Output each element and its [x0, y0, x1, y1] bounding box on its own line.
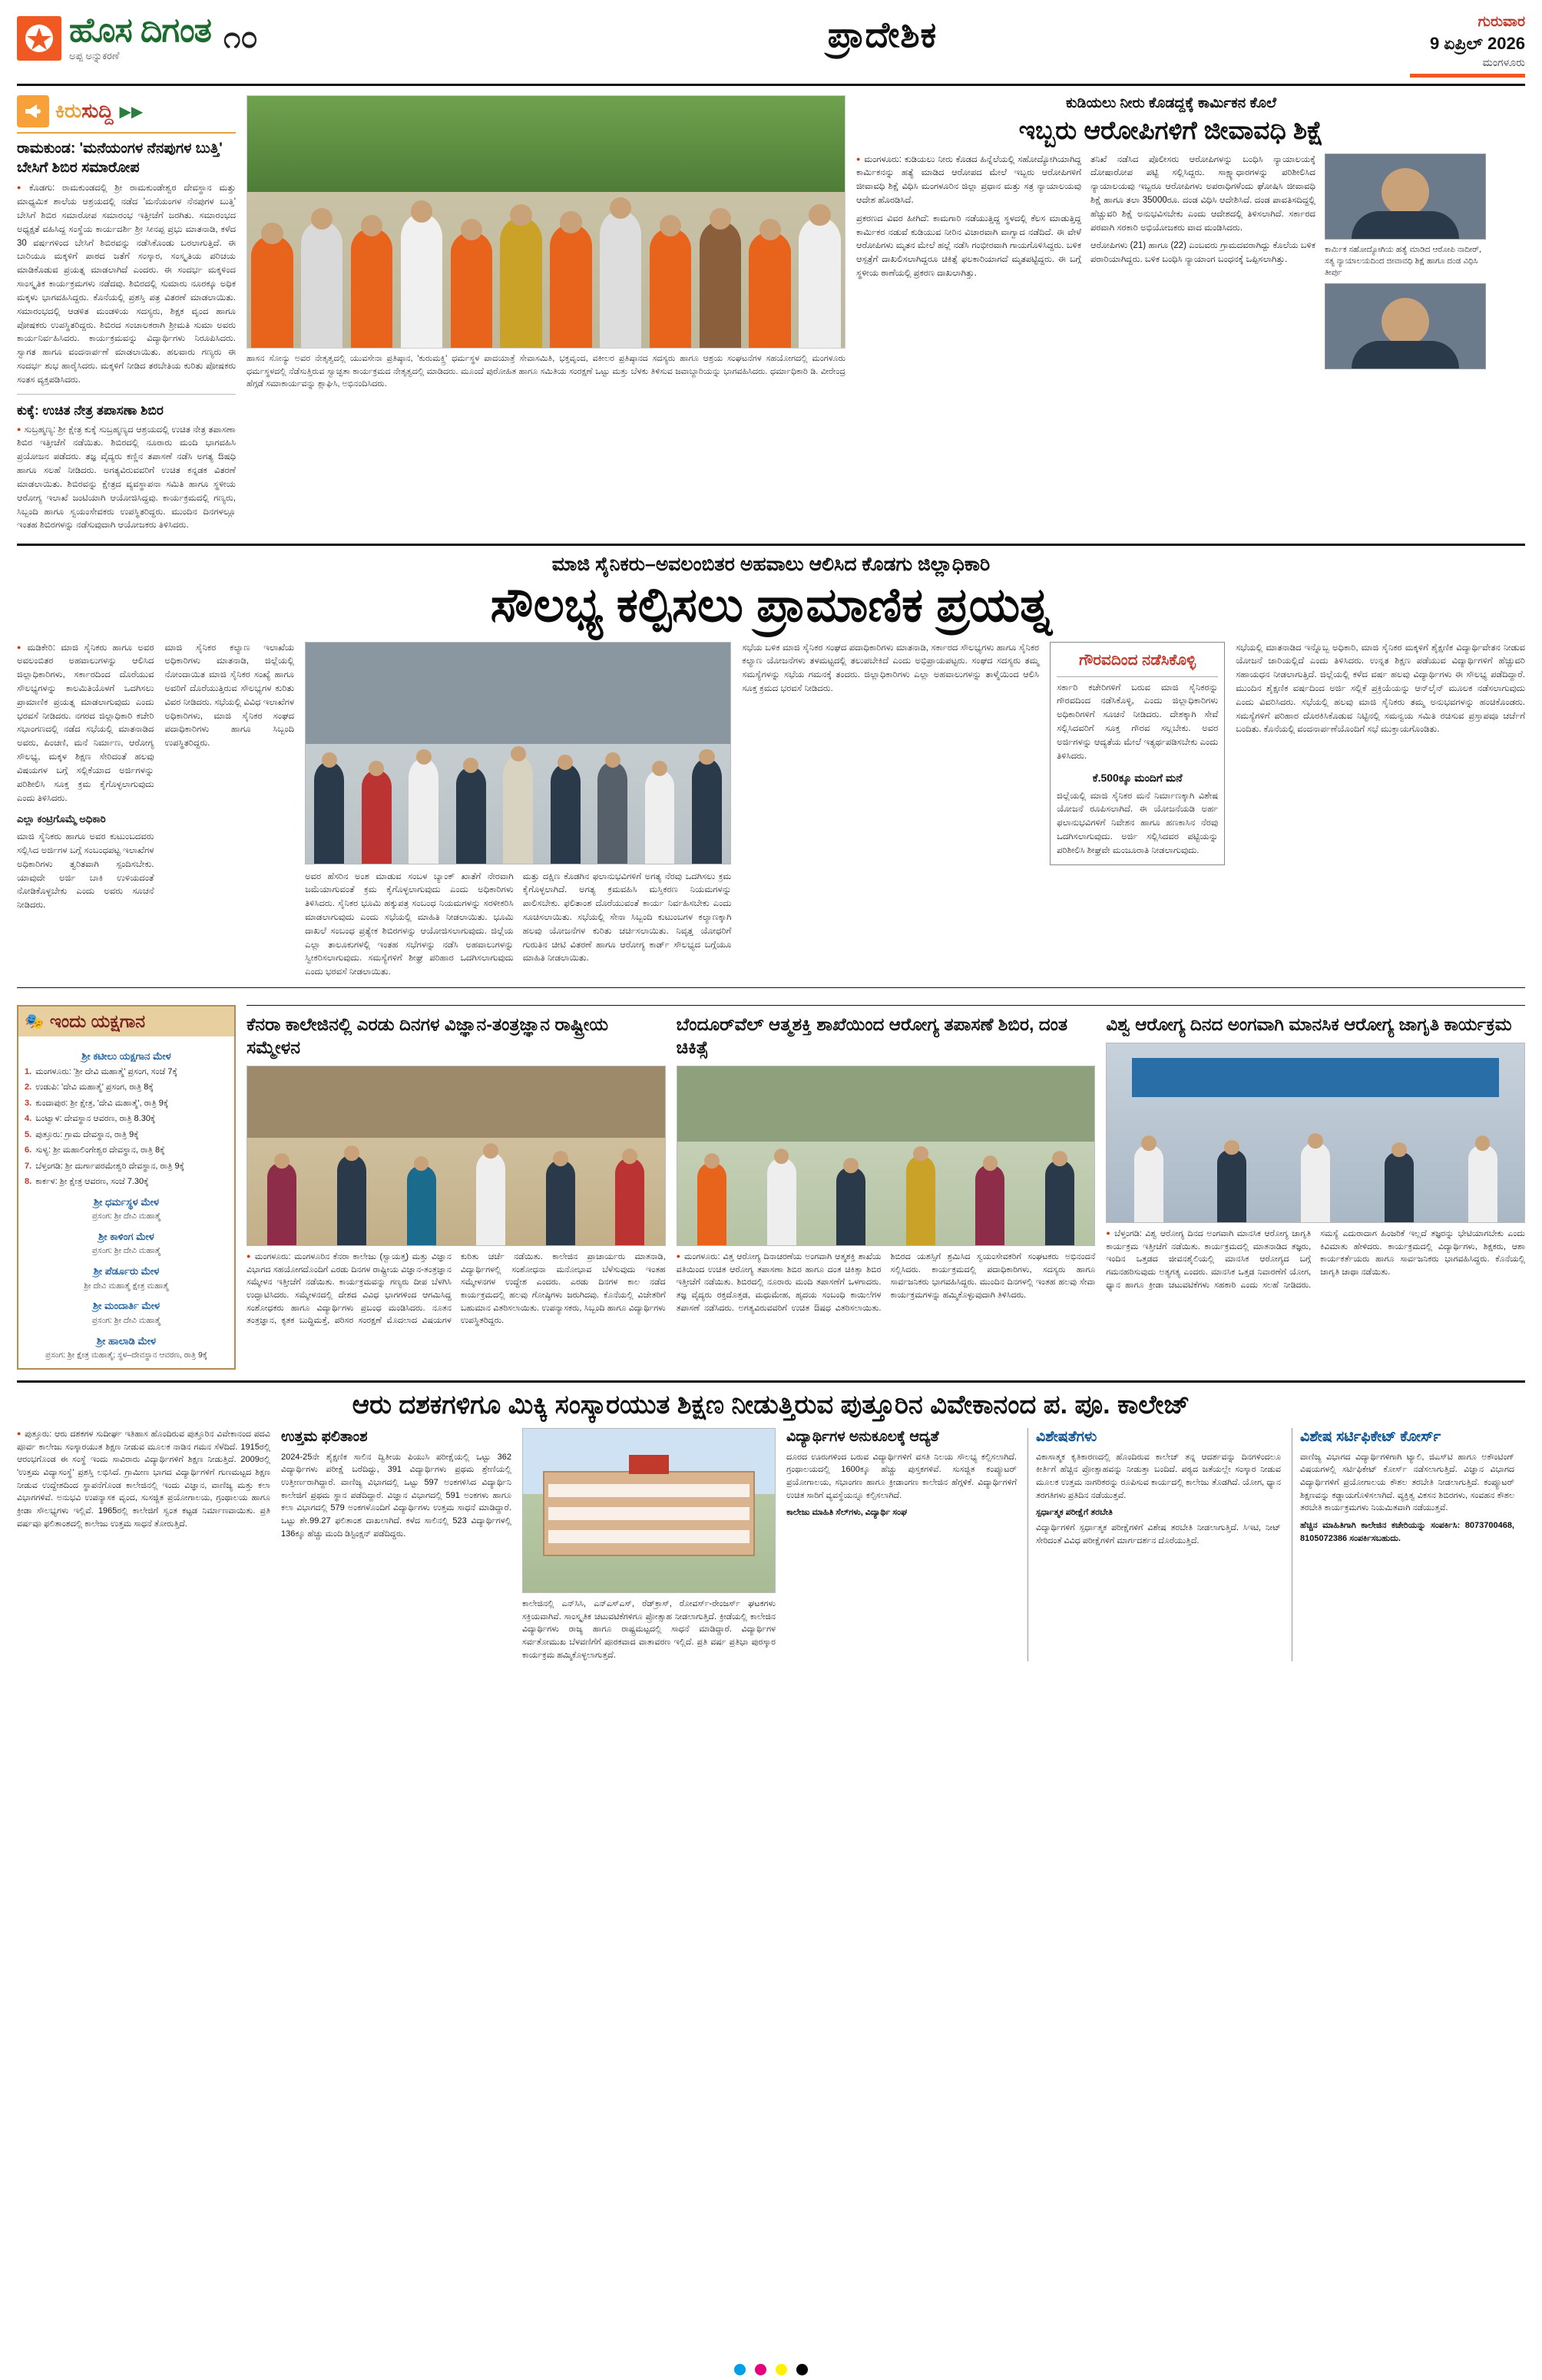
page-number: ೧೦ — [223, 21, 258, 55]
item-number: 8. — [25, 1177, 32, 1187]
cmyk-yellow — [776, 2364, 787, 2375]
crime-para-3: ಆರೋಪಿಗಳು (21) ಹಾಗೂ (22) ಎಂಬವರು ಗ್ರಾಮದವರಾಗಿದ್ದು ಕೊಲೆಯ ಬಳಿಕ ಪರಾರಿಯಾಗಿದ್ದರು. ಬಳಿಕ ಬಂಧಿಸಿ ನ್ಯಾಯಾಂಗ ಬಂಧನಕ್ಕೆ ಒಪ್ಪಿಸಲಾಗಿತ್ತು. — [1090, 241, 1315, 265]
kirusudhi-title — [55, 99, 113, 124]
accused-photo-caption: ಕಾರ್ಮಿಕ ಸಹೋದ್ಯೋಗಿಯ ಹತ್ಯೆ ಮಾಡಿದ ಆರೋಪಿ ನಾದೀರ್, ಸತ್ಯ ನ್ಯಾಯಾಲಯದಿಂದ ಜೀವಾವಧಿ ಶಿಕ್ಷೆ ಹಾಗೂ ದಂಡ ವಿಧಿಸಿ ತೀರ್ಪು — [1325, 244, 1481, 278]
feature-col-2-text: ಮಾಜಿ ಸೈನಿಕರ ಕಲ್ಯಾಣ ಇಲಾಖೆಯ ಅಧಿಕಾರಿಗಳು ಮಾತನಾಡಿ, ಜಿಲ್ಲೆಯಲ್ಲಿ ನೋಂದಾಯಿತ ಮಾಜಿ ಸೈನಿಕರ ಸಂಖ್ಯೆ ಹಾಗೂ ಅವರಿಗೆ ದೊರೆಯುತ್ತಿರುವ ಸೌಲಭ್ಯಗಳ ಕುರಿತು ವಿವರ ನೀಡಿದರು. ಸಭೆಯಲ್ಲಿ ವಿವಿಧ ಇಲಾಖೆಗಳ ಅಧಿಕಾರಿಗಳು, ಮಾಜಿ ಸೈನಿಕರ ಸಂಘದ ಪದಾಧಿಕಾರಿಗಳು ಹಾಗೂ ಸಿಬ್ಬಂದಿ ಉಪಸ್ಥಿತರಿದ್ದರು. — [164, 643, 295, 749]
section-title: ಪ್ರಾದೇಶಿಕ — [827, 15, 938, 55]
top-row — [17, 95, 1525, 533]
item-text: ಮಂಗಳೂರು: 'ಶ್ರೀ ದೇವಿ ಮಹಾತ್ಮೆ' ಪ್ರಸಂಗ, ಸಂಜೆ 7ಕ್ಕೆ — [35, 1066, 177, 1076]
brief-2-headline: ಕುಕ್ಕೆ: ಉಚಿತ ನೇತ್ರ ತಪಾಸಣಾ ಶಿಬಿರ — [17, 402, 164, 418]
three-story-block — [247, 996, 1525, 1370]
bottom-columns — [17, 1428, 1525, 1662]
feature-col-6 — [1236, 642, 1525, 980]
feature-photo — [305, 642, 731, 864]
crime-headline: ಇಬ್ಬರು ಆರೋಪಿಗಳಿಗೆ ಜೀವಾವಧಿ ಶಿಕ್ಷೆ — [1018, 116, 1324, 144]
list-item — [25, 1097, 228, 1110]
masthead — [17, 14, 1525, 86]
bottom-col-5-subtitle: ಸ್ಪರ್ಧಾತ್ಮಕ ಪರೀಕ್ಷೆಗೆ ತರಬೇತಿ — [1036, 1508, 1113, 1518]
troupe-note: ಪ್ರಸಂಗ: ಶ್ರೀ ದೇವಿ ಮಹಾತ್ಮೆ — [91, 1315, 161, 1325]
bottom-col-4-signature: ಕಾಲೇಜು ಮಾಹಿತಿ ಸೆಲ್‌ಗಳು, ವಿದ್ಯಾರ್ಥಿ ಸಂಘ — [786, 1508, 908, 1518]
chevron-right-icon: ▶▶ — [119, 103, 144, 121]
bottom-col-1-text: ● ಪುತ್ತೂರು: ಆರು ದಶಕಗಳ ಸುದೀರ್ಘ ಇತಿಹಾಸ ಹೊಂದಿರುವ ಪುತ್ತೂರಿನ ವಿವೇಕಾನಂದ ಪದವಿ ಪೂರ್ವ ಕಾಲೇಜು ಸಂಸ್ಕಾರಯುತ ಶಿಕ್ಷಣ ನೀಡುವ ಮೂಲಕ ನಾಡಿನ ಗಮನ ಸೆಳೆದಿದೆ. 1915ರಲ್ಲಿ ಆರಂಭಗೊಂಡ ಈ ಸಂಸ್ಥೆ ಇಂದು ಸಾವಿರಾರು ವಿದ್ಯಾರ್ಥಿಗಳಿಗೆ ಶಿಕ್ಷಣ ನೀಡುತ್ತಿದೆ. 2009ರಲ್ಲಿ 'ಉತ್ತಮ ವಿದ್ಯಾಸಂಸ್ಥೆ' ಪ್ರಶಸ್ತಿ ಲಭಿಸಿದೆ. ಗ್ರಾಮೀಣ ಭಾಗದ ವಿದ್ಯಾರ್ಥಿಗಳಿಗೆ ಗುಣಮಟ್ಟದ ಶಿಕ್ಷಣ ನೀಡುವ ಉದ್ದೇಶದಿಂದ ಸ್ಥಾಪನೆಗೊಂಡ ಕಾಲೇಜಿನಲ್ಲಿ ಇಂದು ವಿಜ್ಞಾನ, ವಾಣಿಜ್ಯ ಮತ್ತು ಕಲಾ ವಿಭಾಗಗಳಿವೆ. ಅನುಭವಿ ಉಪನ್ಯಾಸಕ ವೃಂದ, ಸುಸಜ್ಜಿತ ಪ್ರಯೋಗಾಲಯ, ಗ್ರಂಥಾಲಯ ಹಾಗೂ ಕ್ರೀಡಾ ಸೌಲಭ್ಯಗಳು ಇಲ್ಲಿವೆ. 1965ರಲ್ಲಿ ಕಾಲೇಜಿಗೆ ಸ್ವಂತ ಕಟ್ಟಡ ನಿರ್ಮಾಣವಾಯಿತು. ಪ್ರತಿ ವರ್ಷವೂ ಫಲಿತಾಂಶದಲ್ಲಿ ಕಾಲೇಜು ಉತ್ತಮ ಸಾಧನೆ ತೋರುತ್ತಿದೆ. — [17, 1428, 270, 1531]
kirusudhi-title-part-b: ಸುದ್ದಿ — [81, 99, 114, 122]
brief-2-body: ● ಸುಬ್ರಹ್ಮಣ್ಯ: ಶ್ರೀ ಕ್ಷೇತ್ರ ಕುಕ್ಕೆ ಸುಬ್ರಹ್ಮಣ್ಯದ ಆಶ್ರಯದಲ್ಲಿ ಉಚಿತ ನೇತ್ರ ತಪಾಸಣಾ ಶಿಬಿರ ಇತ್ತೀಚೆಗೆ ನಡೆಯಿತು. ಶಿಬಿರದಲ್ಲಿ ನೂರಾರು ಮಂದಿ ಭಾಗವಹಿಸಿ ಪ್ರಯೋಜನ ಪಡೆದರು. ತಜ್ಞ ವೈದ್ಯರು ಕಣ್ಣಿನ ತಪಾಸಣೆ ನಡೆಸಿ ಅಗತ್ಯ ಔಷಧಿ ಹಾಗೂ ಸಲಹೆ ನೀಡಿದರು. ಅಗತ್ಯವಿರುವವರಿಗೆ ಉಚಿತ ಕನ್ನಡಕ ವಿತರಣೆ ಮಾಡಲಾಯಿತು. ಶಿಬಿರವನ್ನು ಕ್ಷೇತ್ರದ ವ್ಯವಸ್ಥಾಪನಾ ಸಮಿತಿ ಹಾಗೂ ಸ್ಥಳೀಯ ಆರೋಗ್ಯ ಇಲಾಖೆ ಜಂಟಿಯಾಗಿ ಆಯೋಜಿಸಿದ್ದವು. ಕಾರ್ಯಕ್ರಮದಲ್ಲಿ ಗಣ್ಯರು, ಸಿಬ್ಬಂದಿ ಹಾಗೂ ಸ್ವಯಂಸೇವಕರು ಉಪಸ್ಥಿತರಿದ್ದರು. ಮುಂದಿನ ದಿನಗಳಲ್ಲೂ ಇಂತಹ ಶಿಬಿರಗಳನ್ನು ನಡೆಸುವುದಾಗಿ ಆಯೋಜಕರು ತಿಳಿಸಿದರು. — [17, 424, 236, 534]
troupe-note: ಶ್ರೀ ದೇವಿ ಮಹಾತ್ಮೆ ಕ್ಷೇತ್ರ ಮಹಾತ್ಮೆ — [84, 1281, 169, 1291]
accused-photo-1 — [1325, 154, 1486, 240]
list-item — [25, 1129, 228, 1142]
story-1-headline: ಕೆನರಾ ಕಾಲೇಜಿನಲ್ಲಿ ಎರಡು ದಿನಗಳ ವಿಜ್ಞಾನ-ತಂತ್ರಜ್ಞಾನ ರಾಷ್ಟ್ರೀಯ ಸಮ್ಮೇಳನ — [247, 1014, 608, 1057]
brand-name: ಹೊಸ ದಿಗಂತ — [69, 12, 211, 49]
bottom-col-1 — [17, 1428, 270, 1662]
three-story-row — [247, 1005, 1525, 1327]
cmyk-magenta — [755, 2364, 766, 2375]
troupe-name: ಶ್ರೀ ಹಾಲಾಡಿ ಮೇಳ — [96, 1334, 157, 1347]
feature-columns — [17, 642, 1525, 988]
troupe-name: ಶ್ರೀ ಮಂದಾರ್ತಿ ಮೇಳ — [92, 1300, 160, 1312]
feature-sidebar-text: ಸರ್ಕಾರಿ ಕಚೇರಿಗಳಿಗೆ ಬರುವ ಮಾಜಿ ಸೈನಿಕರನ್ನು ಗೌರವದಿಂದ ನಡೆಸಿಕೊಳ್ಳಿ, ಎಂದು ಜಿಲ್ಲಾಧಿಕಾರಿಗಳು ಅಧಿಕಾರಿಗಳಿಗೆ ಸೂಚನೆ ನೀಡಿದರು. ದೇಶಕ್ಕಾಗಿ ಸೇವೆ ಸಲ್ಲಿಸಿದವರಿಗೆ ಸೂಕ್ತ ಗೌರವ ಸಲ್ಲಬೇಕು. ಅವರ ಅರ್ಜಿಗಳನ್ನು ಆದ್ಯತೆಯ ಮೇಲೆ ಇತ್ಯರ್ಥಪಡಿಸಬೇಕು ಎಂದು ತಿಳಿಸಿದರು. — [1057, 683, 1219, 761]
bottom-col-5 — [1027, 1428, 1281, 1662]
list-item — [25, 1144, 228, 1157]
item-text: ಉಡುಪಿ: 'ದೇವಿ ಮಹಾತ್ಮೆ' ಪ್ರಸಂಗ, ರಾತ್ರಿ 8ಕ್ಕೆ — [35, 1083, 154, 1092]
college-building-photo — [522, 1428, 776, 1593]
feature-sidebar — [1050, 642, 1225, 980]
list-item — [25, 1066, 228, 1079]
feature-sidebar-subtitle: ಕೆ.500ಕ್ಕೂ ಮಂದಿಗೆ ಮನೆ — [1092, 772, 1183, 785]
bottom-col-6-text: ವಾಣಿಜ್ಯ ವಿಭಾಗದ ವಿದ್ಯಾರ್ಥಿಗಳಿಗಾಗಿ ಟ್ಯಾಲಿ, ಜಿಎಸ್‌ಟಿ ಹಾಗೂ ಅಕೌಂಟಿಂಗ್ ವಿಷಯಗಳಲ್ಲಿ ಸರ್ಟಿಫಿಕೇಟ್ ಕೋರ್ಸ್ ನಡೆಸಲಾಗುತ್ತಿದೆ. ವಿಜ್ಞಾನ ವಿಭಾಗದ ವಿದ್ಯಾರ್ಥಿಗಳಿಗೆ ಪ್ರಯೋಗಾಲಯ ಕೌಶಲ ತರಬೇತಿ ನೀಡಲಾಗುತ್ತಿದೆ. ಕಂಪ್ಯೂಟರ್ ಶಿಕ್ಷಣವನ್ನು ಕಡ್ಡಾಯಗೊಳಿಸಲಾಗಿದೆ. ವ್ಯಕ್ತಿತ್ವ ವಿಕಸನ ಶಿಬಿರಗಳು, ಸಂವಹನ ಕೌಶಲ ತರಬೇತಿ ಕಾರ್ಯಕ್ರಮಗಳು ನಿಯಮಿತವಾಗಿ ನಡೆಯುತ್ತವೆ. — [1300, 1452, 1514, 1513]
item-number: 1. — [25, 1066, 32, 1076]
date: 9 ಏಪ್ರಿಲ್ 2026 — [1429, 34, 1525, 53]
feature-col-4-text: ಸಭೆಯ ಬಳಿಕ ಮಾಜಿ ಸೈನಿಕರ ಸಂಘದ ಪದಾಧಿಕಾರಿಗಳು ಮಾತನಾಡಿ, ಸರ್ಕಾರದ ಸೌಲಭ್ಯಗಳು ಹಾಗೂ ಸೈನಿಕರ ಕಲ್ಯಾಣ ಯೋಜನೆಗಳು ತಳಮಟ್ಟದಲ್ಲಿ ತಲುಪಬೇಕಿದೆ ಎಂದು ಅಭಿಪ್ರಾಯಪಟ್ಟರು. ಸಂಘದ ಸದಸ್ಯರು ತಮ್ಮ ಸಮಸ್ಯೆಗಳನ್ನು ಸಭೆಯ ಗಮನಕ್ಕೆ ತಂದರು. ಜಿಲ್ಲಾಧಿಕಾರಿಗಳು ಎಲ್ಲಾ ಅಹವಾಲುಗಳನ್ನು ತಾಳ್ಮೆಯಿಂದ ಆಲಿಸಿ ಸೂಕ್ತ ಕ್ರಮದ ಭರವಸೆ ನೀಡಿದರು. — [742, 643, 1040, 694]
kirusudhi-column — [17, 95, 236, 533]
accused-photos — [1325, 154, 1486, 375]
story-card-1 — [247, 1013, 666, 1327]
lead-photo-column — [247, 95, 845, 533]
item-text: ಕುಂದಾಪುರ: ಶ್ರೀ ಕ್ಷೇತ್ರ, 'ದೇವಿ ಮಹಾತ್ಮೆ', ರಾತ್ರಿ 9ಕ್ಕೆ — [35, 1098, 169, 1108]
bottom-headline: ಆರು ದಶಕಗಳಿಗೂ ಮಿಕ್ಕಿ ಸಂಸ್ಕಾರಯುತ ಶಿಕ್ಷಣ ನೀಡುತ್ತಿರುವ ಪುತ್ತೂರಿನ ವಿವೇಕಾನಂದ ಪ. ಪೂ. ಕಾಲೇಜ್ — [352, 1390, 1190, 1420]
bottom-col-6 — [1292, 1428, 1514, 1662]
feature-kicker: ಮಾಜಿ ಸೈನಿಕರು–ಅವಲಂಬಿತರ ಅಹವಾಲು ಆಲಿಸಿದ ಕೊಡಗು ಜಿಲ್ಲಾಧಿಕಾರಿ — [551, 554, 991, 576]
kirusudhi-title-part-a: ಕಿರು — [55, 99, 82, 122]
feature-sidebar-title: ಗೌರವದಿಂದ ನಡೆಸಿಕೊಳ್ಳಿ — [1057, 649, 1218, 677]
bottom-col-2-subhead: ಉತ್ತಮ ಫಲಿತಾಂಶ — [281, 1428, 368, 1445]
list-item — [25, 1081, 228, 1094]
crime-kicker: ಕುಡಿಯಲು ನೀರು ಕೊಡದ್ದಕ್ಕೆ ಕಾರ್ಮಿಕನ ಕೊಲೆ — [1065, 95, 1277, 111]
item-text: ಬೆಳ್ತಂಗಡಿ: ಶ್ರೀ ದುರ್ಗಾಪರಮೇಶ್ವರಿ ದೇವಸ್ಥಾನ, ರಾತ್ರಿ 9ಕ್ಕೆ — [35, 1161, 185, 1171]
story-1-photo — [247, 1066, 666, 1246]
bottom-col-5-text: ವಿಕಾಸಾತ್ಮಕ ಕೃತಿಕಾರಣದಲ್ಲಿ ಹೊಂದಿರುವ ಕಾಲೇಜ್ ತನ್ನ ಆದರ್ಶವನ್ನು ದಿನಗಳಿಂದಲೂ ಕೀರ್ತಿಗೆ ಹೆಚ್ಚಿನ ಪ್ರೋತ್ಸಾಹವನ್ನು ನೀಡುತ್ತಾ ಬಂದಿದೆ. ಪಠ್ಯದ ಜತೆಯಲ್ಲೇ ಸಂಸ್ಕಾರ ನೀಡುವ ಮೂಲಕ ಉತ್ತಮ ನಾಗರಿಕರನ್ನು ರೂಪಿಸುವ ಕಾರ್ಯದಲ್ಲಿ ಕಾಲೇಜು ತೊಡಗಿದೆ. ಯೋಗ, ಧ್ಯಾನ ತರಗತಿಗಳು ಪ್ರತಿದಿನ ನಡೆಯುತ್ತವೆ. — [1036, 1452, 1281, 1500]
contact-info: ಹೆಚ್ಚಿನ ಮಾಹಿತಿಗಾಗಿ ಕಾಲೇಜಿನ ಕಚೇರಿಯನ್ನು ಸಂಪರ್ಕಿಸಿ: 8073700468, 8105072386 ಸಂಪರ್ಕಿಸಬಹುದು. — [1300, 1521, 1514, 1543]
feature-col-1-text-b: ಮಾಜಿ ಸೈನಿಕರು ಹಾಗೂ ಅವರ ಕುಟುಂಬದವರು ಸಲ್ಲಿಸಿದ ಅರ್ಜಿಗಳ ಬಗ್ಗೆ ಸಂಬಂಧಪಟ್ಟ ಇಲಾಖೆಗಳ ಅಧಿಕಾರಿಗಳು ತ್ವರಿತವಾಗಿ ಸ್ಪಂದಿಸಬೇಕು. ಯಾವುದೇ ಅರ್ಜಿ ಬಾಕಿ ಉಳಿಯದಂತೆ ನೋಡಿಕೊಳ್ಳಬೇಕು ಎಂದು ಅವರು ಸೂಚನೆ ನೀಡಿದರು. — [17, 832, 154, 911]
item-text: ಕಾರ್ಕಳ: ಶ್ರೀ ಕ್ಷೇತ್ರ ಆವರಣ, ಸಂಜೆ 7.30ಕ್ಕೆ — [35, 1177, 149, 1187]
story-1-lead: ● ಮಂಗಳೂರು: ಮಂಗಳೂರಿನ ಕೆನರಾ ಕಾಲೇಜು (ಸ್ವಾಯತ್ತ) ಮತ್ತು ವಿಜ್ಞಾನ ವಿಭಾಗದ ಸಹಯೋಗದೊಂದಿಗೆ ಎರಡು ದಿನಗಳ ರಾಷ್ಟ್ರೀಯ ವಿಜ್ಞಾನ-ತಂತ್ರಜ್ಞಾನ ಸಮ್ಮೇಳನ ಇತ್ತೀಚೆಗೆ ನಡೆಯಿತು. ಕಾರ್ಯಕ್ರಮವನ್ನು ಗಣ್ಯರು ದೀಪ ಬೆಳಗಿಸಿ ಉದ್ಘಾಟಿಸಿದರು. ಸಮ್ಮೇಳನದಲ್ಲಿ ದೇಶದ ವಿವಿಧ ಭಾಗಗಳಿಂದ ಆಗಮಿಸಿದ್ದ ಸಂಶೋಧಕರು ಹಾಗೂ ವಿದ್ಯಾರ್ಥಿಗಳು ಪ್ರಬಂಧ ಮಂಡಿಸಿದರು. — [247, 1252, 452, 1313]
yakshagana-header — [18, 1007, 234, 1036]
bottom-col-6-subhead: ವಿಶೇಷ ಸರ್ಟಿಫಿಕೇಟ್ ಕೋರ್ಸ್ — [1300, 1428, 1441, 1445]
story-3-body: ಮಾನಸಿಕ ಒತ್ತಡ ನಿವಾರಣೆಗೆ ಯೋಗ, ಧ್ಯಾನ ಹಾಗೂ ಕ್ರೀಡಾ ಚಟುವಟಿಕೆಗಳು ಸಹಕಾರಿ ಎಂದು ಸಲಹೆ ನೀಡಿದರು. ಸಮಸ್ಯೆ ಎದುರಾದಾಗ ಹಿಂಜರಿಕೆ ಇಲ್ಲದೆ ತಜ್ಞರನ್ನು ಭೇಟಿಯಾಗಬೇಕು ಎಂದು ಕಿವಿಮಾತು ಹೇಳಿದರು. ಕಾರ್ಯಕ್ರಮದಲ್ಲಿ ವಿದ್ಯಾರ್ಥಿಗಳು, ಶಿಕ್ಷಕರು, ಆಶಾ ಕಾರ್ಯಕರ್ತೆಯರು ಹಾಗೂ ಸಾರ್ವಜನಿಕರು ಭಾಗವಹಿಸಿದ್ದರು. ಕೊನೆಯಲ್ಲಿ ಜಾಗೃತಿ ಜಾಥಾ ನಡೆಯಿತು. — [1106, 1228, 1525, 1290]
theatre-mask-icon: 🎭 — [25, 1013, 44, 1031]
troupe-name: ಶ್ರೀ ಪೆರ್ಡೂರು ಮೇಳ — [93, 1265, 160, 1278]
crime-para-1: ಪ್ರಕರಣದ ವಿವರ ಹೀಗಿದೆ: ಕಾಮಗಾರಿ ನಡೆಯುತ್ತಿದ್ದ ಸ್ಥಳದಲ್ಲಿ ಕೆಲಸ ಮಾಡುತ್ತಿದ್ದ ಕಾರ್ಮಿಕರ ನಡುವೆ ಕುಡಿಯುವ ನೀರಿನ ವಿಚಾರವಾಗಿ ವಾಗ್ವಾದ ನಡೆದಿದೆ. ಈ ವೇಳೆ ಆರೋಪಿಗಳು ಮೃತನ ಮೇಲೆ ಹಲ್ಲೆ ನಡೆಸಿ ಗಂಭೀರವಾಗಿ ಗಾಯಗೊಳಿಸಿದ್ದರು. ಬಳಿಕ ಆಸ್ಪತ್ರೆಗೆ ದಾಖಲಿಸಲಾಗಿದ್ದರೂ ಚಿಕಿತ್ಸೆ ಫಲಕಾರಿಯಾಗದೆ ಮೃತಪಟ್ಟಿದ್ದರು. ಈ ಬಗ್ಗೆ ಸ್ಥಳೀಯ ಠಾಣೆಯಲ್ಲಿ ಪ್ರಕರಣ ದಾಖಲಾಗಿತ್ತು. — [856, 213, 1081, 279]
item-number: 2. — [25, 1083, 32, 1092]
item-number: 7. — [25, 1161, 32, 1171]
divider — [17, 394, 236, 395]
bottom-col-5-subhead: ವಿಶೇಷತೆಗಳು — [1036, 1428, 1097, 1445]
feature-sidebar-box — [1050, 642, 1225, 865]
feature-col-4 — [742, 642, 1039, 980]
brief-1-headline: ರಾಮಕುಂಡ: 'ಮನೆಯಂಗಳ ನೆನಪುಗಳ ಬುತ್ತಿ' ಬೇಸಿಗೆ ಶಿಬಿರ ಸಮಾರೋಪ — [17, 140, 223, 176]
yakshagana-troupe-head: ಶ್ರೀ ಕಟೀಲು ಯಕ್ಷಗಾನ ಮೇಳ — [81, 1050, 171, 1063]
troupe-note: ಪ್ರಸಂಗ: ಶ್ರೀ ದೇವಿ ಮಹಾತ್ಮೆ — [91, 1246, 161, 1256]
crime-text-block — [856, 154, 1315, 375]
item-number: 5. — [25, 1129, 32, 1139]
item-number: 3. — [25, 1098, 32, 1108]
masthead-accent-bar — [1410, 74, 1525, 78]
accused-photo-2 — [1325, 283, 1486, 369]
story-3-photo — [1106, 1043, 1525, 1223]
feature-col-1-text: ● ಮಡಿಕೇರಿ: ಮಾಜಿ ಸೈನಿಕರು ಹಾಗೂ ಅವರ ಅವಲಂಬಿತರ ಅಹವಾಲುಗಳನ್ನು ಆಲಿಸಿದ ಜಿಲ್ಲಾಧಿಕಾರಿಗಳು, ಸರ್ಕಾರದಿಂದ ದೊರೆಯುವ ಸೌಲಭ್ಯಗಳನ್ನು ಕಾಲಮಿತಿಯೊಳಗೆ ಒದಗಿಸಲು ಪ್ರಾಮಾಣಿಕ ಪ್ರಯತ್ನ ಮಾಡಲಾಗುವುದು ಎಂದು ಭರವಸೆ ನೀಡಿದರು. ನಗರದ ಜಿಲ್ಲಾಧಿಕಾರಿ ಕಚೇರಿ ಸಭಾಂಗಣದಲ್ಲಿ ನಡೆದ ಸಭೆಯಲ್ಲಿ ಮಾತನಾಡಿದ ಅವರು, ಪಿಂಚಣಿ, ಮನೆ ನಿರ್ಮಾಣ, ಆರೋಗ್ಯ ಸೌಲಭ್ಯ, ಮಕ್ಕಳ ಶಿಕ್ಷಣ ಸೇರಿದಂತೆ ಹಲವು ವಿಷಯಗಳ ಬಗ್ಗೆ ಸಲ್ಲಿಕೆಯಾದ ಅರ್ಜಿಗಳನ್ನು ಪರಿಶೀಲಿಸಿ ಸೂಕ್ತ ಕ್ರಮ ಕೈಗೊಳ್ಳಲಾಗುವುದು ಎಂದು ತಿಳಿಸಿದರು. — [17, 642, 154, 806]
bottom-col-2-text: 2024-25ನೇ ಶೈಕ್ಷಣಿಕ ಸಾಲಿನ ದ್ವಿತೀಯ ಪಿಯುಸಿ ಪರೀಕ್ಷೆಯಲ್ಲಿ ಒಟ್ಟು 362 ವಿದ್ಯಾರ್ಥಿಗಳು ಪರೀಕ್ಷೆ ಬರೆದಿದ್ದು, 391 ವಿದ್ಯಾರ್ಥಿಗಳು ಪ್ರಥಮ ಶ್ರೇಣಿಯಲ್ಲಿ ಉತ್ತೀರ್ಣರಾಗಿದ್ದಾರೆ. ವಾಣಿಜ್ಯ ವಿಭಾಗದಲ್ಲಿ ಒಟ್ಟು 597 ಅಂಕಗಳಿಸಿದ ವಿದ್ಯಾರ್ಥಿನಿ ಕಾಲೇಜಿಗೆ ಪ್ರಥಮ ಸ್ಥಾನ ಪಡೆದಿದ್ದಾರೆ. ವಿಜ್ಞಾನ ವಿಭಾಗದಲ್ಲಿ 591 ಅಂಕಗಳು ಹಾಗೂ ಕಲಾ ವಿಭಾಗದಲ್ಲಿ 579 ಅಂಕಗಳೊಂದಿಗೆ ವಿದ್ಯಾರ್ಥಿಗಳು ಉತ್ತಮ ಸಾಧನೆ ಮಾಡಿದ್ದಾರೆ. ಒಟ್ಟು ಶೇ.99.27 ಫಲಿತಾಂಶ ದಾಖಲಾಗಿದೆ. ಕಳೆದ ಸಾಲಿನಲ್ಲಿ 523 ವಿದ್ಯಾರ್ಥಿಗಳಲ್ಲಿ 136ಕ್ಕೂ ಹೆಚ್ಚು ಮಂದಿ ಡಿಸ್ಟಿಂಕ್ಷನ್ ಪಡೆದಿದ್ದರು. — [281, 1452, 511, 1539]
bottom-col-4-text: ದೂರದ ಊರುಗಳಿಂದ ಬರುವ ವಿದ್ಯಾರ್ಥಿಗಳಿಗೆ ವಸತಿ ನಿಲಯ ಸೌಲಭ್ಯ ಕಲ್ಪಿಸಲಾಗಿದೆ. ಗ್ರಂಥಾಲಯದಲ್ಲಿ 1600ಕ್ಕೂ ಹೆಚ್ಚು ಪುಸ್ತಕಗಳಿವೆ. ಸುಸಜ್ಜಿತ ಕಂಪ್ಯೂಟರ್ ಪ್ರಯೋಗಾಲಯ, ಸಭಾಂಗಣ ಹಾಗೂ ಕ್ರೀಡಾಂಗಣ ಕಾಲೇಜಿನ ಹೆಗ್ಗಳಿಕೆ. ವಿದ್ಯಾರ್ಥಿಗಳಿಗೆ ಉಚಿತ ಸಾರಿಗೆ ವ್ಯವಸ್ಥೆಯನ್ನೂ ಕಲ್ಪಿಸಲಾಗಿದೆ. — [786, 1452, 1017, 1500]
feature-col-3-text-a: ಅವರ ಹೆಸರಿನ ಅಂಶ ಮಾಡುವ ಸಂಬಳ ಬ್ಯಾಂಕ್ ಖಾತೆಗೆ ನೇರವಾಗಿ ಜಮೆಯಾಗುವಂತೆ ಕ್ರಮ ಕೈಗೊಳ್ಳಲಾಗುವುದು ಎಂದು ಅಧಿಕಾರಿಗಳು ತಿಳಿಸಿದರು. ಸೈನಿಕರ ಭೂಮಿ ಹಕ್ಕುಪತ್ರ ಸಂಬಂಧ ನಿಯಮಗಳನ್ನು ಸರಳೀಕರಿಸಿ ಮಾಡಲಾಗುವುದು ಎಂದು ಸಭೆಯಲ್ಲಿ ಮಾಹಿತಿ ನೀಡಲಾಯಿತು. ಭೂಮಿ ದಾಖಲೆ ಸಂಬಂಧ ಪ್ರತ್ಯೇಕ ಶಿಬಿರಗಳನ್ನು ಆಯೋಜಿಸಲಾಗುವುದು. ಜಿಲ್ಲೆಯ ಎಲ್ಲಾ ತಾಲೂಕುಗಳಲ್ಲಿ ಇಂತಹ ಸಭೆಗಳನ್ನು ನಡೆಸಿ ಅಹವಾಲುಗಳನ್ನು ಸ್ವೀಕರಿಸಲಾಗುವುದು. ಸಮಸ್ಯೆಗಳಿಗೆ ಶೀಘ್ರ ಪರಿಹಾರ ಒದಗಿಸಲಾಗುವುದು ಎಂದು ಭರವಸೆ ನೀಡಲಾಯಿತು. — [305, 871, 514, 977]
crime-body — [856, 154, 1486, 375]
yakshagana-body — [18, 1036, 234, 1368]
feature-col-6-text: ಸಭೆಯಲ್ಲಿ ಮಾತನಾಡಿದ ಇನ್ನೊಬ್ಬ ಅಧಿಕಾರಿ, ಮಾಜಿ ಸೈನಿಕರ ಮಕ್ಕಳಿಗೆ ಶೈಕ್ಷಣಿಕ ವಿದ್ಯಾರ್ಥಿವೇತನ ನೀಡುವ ಯೋಜನೆ ಜಾರಿಯಲ್ಲಿದೆ ಎಂದು ತಿಳಿಸಿದರು. ಉನ್ನತ ಶಿಕ್ಷಣ ಪಡೆಯುವ ವಿದ್ಯಾರ್ಥಿಗಳಿಗೆ ಹೆಚ್ಚುವರಿ ಸಹಾಯಧನ ನೀಡಲಾಗುತ್ತಿದೆ. ಜಿಲ್ಲೆಯಲ್ಲಿ ಕಳೆದ ವರ್ಷ ಹಲವು ವಿದ್ಯಾರ್ಥಿಗಳು ಈ ಸೌಲಭ್ಯ ಪಡೆದಿದ್ದಾರೆ. ಮುಂದಿನ ಶೈಕ್ಷಣಿಕ ವರ್ಷದಿಂದ ಅರ್ಜಿ ಸಲ್ಲಿಕೆ ಪ್ರಕ್ರಿಯೆಯನ್ನು ಆನ್‌ಲೈನ್ ಮೂಲಕ ನಡೆಸಲಾಗುವುದು ಎಂದು ವಿವರಿಸಿದರು. ಸಭೆಯಲ್ಲಿ ಹಲವು ಮಾಜಿ ಸೈನಿಕರು ತಮ್ಮ ಅನುಭವಗಳನ್ನು ಹಂಚಿಕೊಂಡರು. ಸಮಸ್ಯೆಗಳಿಗೆ ಪರಿಹಾರ ದೊರಕಿಸಿಕೊಡುವ ನಿಟ್ಟಿನಲ್ಲಿ ಸಮನ್ವಯ ಸಮಿತಿ ರಚಿಸುವ ಪ್ರಸ್ತಾಪವೂ ಚರ್ಚೆಗೆ ಬಂದಿತು. ಕೊನೆಯಲ್ಲಿ ವಂದನಾರ್ಪಣೆಯೊಂದಿಗೆ ಸಭೆ ಮುಕ್ತಾಯಗೊಂಡಿತು. — [1236, 643, 1525, 735]
yakshagana-column — [17, 996, 236, 1370]
item-text: ಪುತ್ತೂರು: ಗ್ರಾಮ ದೇವಸ್ಥಾನ, ರಾತ್ರಿ 9ಕ್ಕೆ — [35, 1129, 139, 1139]
troupe-name: ಶ್ರೀ ಧರ್ಮಸ್ಥಳ ಮೇಳ — [93, 1195, 160, 1208]
story-2-text — [677, 1251, 1096, 1315]
feature-col-1 — [17, 642, 154, 980]
lead-photo — [247, 95, 845, 349]
cmyk-black — [796, 2364, 808, 2375]
crime-para-2: ತನಿಖೆ ನಡೆಸಿದ ಪೊಲೀಸರು ಆರೋಪಿಗಳನ್ನು ಬಂಧಿಸಿ ನ್ಯಾಯಾಲಯಕ್ಕೆ ದೋಷಾರೋಪ ಪಟ್ಟಿ ಸಲ್ಲಿಸಿದ್ದರು. ಸಾಕ್ಷ್ಯಾಧಾರಗಳನ್ನು ಪರಿಶೀಲಿಸಿದ ನ್ಯಾಯಾಲಯವು ಇಬ್ಬರೂ ಆರೋಪಿಗಳು ಅಪರಾಧಿಗಳೆಂದು ಘೋಷಿಸಿ ಜೀವಾವಧಿ ಶಿಕ್ಷೆ ಹಾಗೂ ತಲಾ 35000ರೂ. ದಂಡ ವಿಧಿಸಿ ಆದೇಶಿಸಿದೆ. ದಂಡ ಪಾವತಿಸದಿದ್ದಲ್ಲಿ ಹೆಚ್ಚುವರಿ ಶಿಕ್ಷೆ ಅನುಭವಿಸಬೇಕು ಎಂದು ಆದೇಶದಲ್ಲಿ ತಿಳಿಸಲಾಗಿದೆ. ಸರ್ಕಾರದ ಪರವಾಗಿ ಸರಕಾರಿ ಅಭಿಯೋಜಕರು ವಾದ ಮಂಡಿಸಿದರು. — [1090, 154, 1315, 233]
bottom-col-4 — [786, 1428, 1017, 1662]
story-1-body: ನೂತನ ತಂತ್ರಜ್ಞಾನ, ಕೃತಕ ಬುದ್ಧಿಮತ್ತೆ, ಪರಿಸರ ಸಂರಕ್ಷಣೆ ಮೊದಲಾದ ವಿಷಯಗಳ ಕುರಿತು ಚರ್ಚೆ ನಡೆಯಿತು. ಕಾಲೇಜಿನ ಪ್ರಾಚಾರ್ಯರು ಮಾತನಾಡಿ, ವಿದ್ಯಾರ್ಥಿಗಳಲ್ಲಿ ಸಂಶೋಧನಾ ಮನೋಭಾವ ಬೆಳೆಸುವುದು ಇಂತಹ ಸಮ್ಮೇಳನಗಳ ಉದ್ದೇಶ ಎಂದರು. ಎರಡು ದಿನಗಳ ಕಾಲ ನಡೆದ ಕಾರ್ಯಕ್ರಮದಲ್ಲಿ ಹಲವು ಗೋಷ್ಠಿಗಳು ಜರುಗಿದವು. ಕೊನೆಯಲ್ಲಿ ವಿಜೇತರಿಗೆ ಬಹುಮಾನ ವಿತರಿಸಲಾಯಿತು. ಉಪನ್ಯಾಸಕರು, ಸಿಬ್ಬಂದಿ ಹಾಗೂ ವಿದ್ಯಾರ್ಥಿಗಳು ಉಪಸ್ಥಿತರಿದ್ದರು. — [247, 1251, 666, 1326]
troupe-name: ಶ್ರೀ ಕಾಳಿಂಗ ಮೇಳ — [98, 1230, 154, 1242]
masthead-date-block — [1272, 14, 1525, 78]
crime-story-column — [856, 95, 1486, 533]
edition-city: ಮಂಗಳೂರು — [1482, 56, 1525, 68]
item-text: ಬಂಟ್ವಾಳ: ದೇವಸ್ಥಾನ ಆವರಣ, ರಾತ್ರಿ 8.30ಕ್ಕೆ — [35, 1114, 156, 1124]
feature-col-3-text-b: ಮತ್ತು ದಕ್ಷಿಣ ಕೊಡಗಿನ ಫಲಾನುಭವಿಗಳಿಗೆ ಅಗತ್ಯ ನೆರವು ಒದಗಿಸಲು ಕ್ರಮ ಕೈಗೊಳ್ಳಲಾಗಿದೆ. ಅಗತ್ಯ ಕ್ರಮವಹಿಸಿ ಮಸ್ತಿಕರಣ ನಿಯಮಗಳನ್ನು ಪಾಲಿಸಬೇಕು. ಫಲಿತಾಂಶ ದೊರೆಯುವಂತೆ ಕಾರ್ಯ ನಿರ್ವಹಿಸಬೇಕು ಎಂದು ಸೂಚಿಸಲಾಯಿತು. ಸಭೆಯಲ್ಲಿ ಸೇನಾ ಸಿಬ್ಬಂದಿ ಕುಟುಂಬಗಳ ಕಲ್ಯಾಣಕ್ಕಾಗಿ ಹಲವು ಯೋಜನೆಗಳ ಕುರಿತು ಚರ್ಚಿಸಲಾಯಿತು. ನಿವೃತ್ತ ಯೋಧರಿಗೆ ಗುರುತಿನ ಚೀಟಿ ವಿತರಣೆ ಹಾಗೂ ಆರೋಗ್ಯ ಕಾರ್ಡ್ ಸೌಲಭ್ಯದ ಬಗ್ಗೆಯೂ ಮಾಹಿತಿ ನೀಡಲಾಯಿತು. — [522, 871, 732, 964]
item-number: 4. — [25, 1114, 32, 1124]
main-feature — [17, 544, 1525, 988]
story-2-lead: ● ಮಂಗಳೂರು: ವಿತ್ತ ಆರೋಗ್ಯ ದಿನಾಚರಣೆಯ ಅಂಗವಾಗಿ ಆತ್ಮಶಕ್ತಿ ಶಾಖೆಯ ವತಿಯಿಂದ ಉಚಿತ ಆರೋಗ್ಯ ತಪಾಸಣಾ ಶಿಬಿರ ಹಾಗೂ ದಂತ ಚಿಕಿತ್ಸಾ ಶಿಬಿರ ಇತ್ತೀಚೆಗೆ ನಡೆಯಿತು. ಶಿಬಿರದಲ್ಲಿ ನೂರಾರು ಮಂದಿ ತಪಾಸಣೆಗೆ ಒಳಗಾದರು. — [677, 1252, 882, 1287]
item-text: ಸುಳ್ಯ: ಶ್ರೀ ಮಹಾಲಿಂಗೇಶ್ವರ ದೇವಸ್ಥಾನ, ರಾತ್ರಿ 8ಕ್ಕೆ — [35, 1145, 165, 1155]
list-item — [25, 1175, 228, 1188]
item-number: 6. — [25, 1145, 32, 1155]
bottom-feature — [17, 1380, 1525, 1662]
yakshagana-title: ಇಂದು ಯಕ್ಷಗಾನ — [49, 1011, 146, 1032]
bottom-col-5-text-b: ವಿದ್ಯಾರ್ಥಿಗಳಿಗೆ ಸ್ಪರ್ಧಾತ್ಮಕ ಪರೀಕ್ಷೆಗಳಿಗೆ ವಿಶೇಷ ತರಬೇತಿ ನೀಡಲಾಗುತ್ತಿದೆ. ಸಿಇಟಿ, ನೀಟ್ ಸೇರಿದಂತೆ ವಿವಿಧ ಪರೀಕ್ಷೆಗಳಿಗೆ ಮಾರ್ಗದರ್ಶನ ದೊರೆಯುತ್ತಿದೆ. — [1036, 1523, 1281, 1545]
cmyk-cyan — [734, 2364, 746, 2375]
feature-sidebar-text-2: ಜಿಲ್ಲೆಯಲ್ಲಿ ಮಾಜಿ ಸೈನಿಕರ ಮನೆ ನಿರ್ಮಾಣಕ್ಕಾಗಿ ವಿಶೇಷ ಯೋಜನೆ ರೂಪಿಸಲಾಗಿದೆ. ಈ ಯೋಜನೆಯಡಿ ಅರ್ಹ ಫಲಾನುಭವಿಗಳಿಗೆ ನಿವೇಶನ ಹಾಗೂ ಹಣಕಾಸಿನ ನೆರವು ಒದಗಿಸಲಾಗುವುದು. ಅರ್ಜಿ ಸಲ್ಲಿಸಿದವರ ಪಟ್ಟಿಯನ್ನು ಪರಿಶೀಲಿಸಿ ಶೀಘ್ರವೇ ಮಂಜೂರಾತಿ ನೀಡಲಾಗುವುದು. — [1057, 791, 1219, 855]
kirusudhi-header — [17, 95, 236, 134]
brief-1-body: ● ಕೊಡಗು: ರಾಮಕುಂಡದಲ್ಲಿ ಶ್ರೀ ರಾಮಕುಂಡೇಶ್ವರ ದೇವಸ್ಥಾನ ಮತ್ತು ಮಾಧ್ಯಮಿಕ ಶಾಲೆಯ ಆಶ್ರಯದಲ್ಲಿ ನಡೆದ 'ಮನೆಯಂಗಳ ನೆನಪುಗಳ ಬುತ್ತಿ' ಬೇಸಿಗೆ ಶಿಬಿರ ಸಮಾರೋಪ ಸಮಾರಂಭ ಇತ್ತೀಚೆಗೆ ಜರಗಿತು. ಸಮಾರಂಭದ ಅಧ್ಯಕ್ಷತೆ ವಹಿಸಿದ್ದ ಸಂಸ್ಥೆಯ ಕಾರ್ಯದರ್ಶಿ ಶ್ರೀ ಸೀನಪ್ಪ ಪ್ರಭು ಮಾತನಾಡಿ, ಕಳೆದ 30 ವರ್ಷಗಳಿಂದ ಬೇಸಿಗೆ ಶಿಬಿರವನ್ನು ನಡೆಸಿಕೊಂಡು ಬರಲಾಗುತ್ತಿದೆ. ಈ ಬಾರಿಯೂ ಮಕ್ಕಳಿಗೆ ಪಾಠದ ಜತೆಗೆ ಸಂಸ್ಕಾರ, ಸಂಸ್ಕೃತಿಯ ಪರಿಚಯ ಮಾಡಿಕೊಡುವ ಪ್ರಯತ್ನ ಮಾಡಲಾಗಿದೆ ಎಂದರು. ಈ ಸಂದರ್ಭ ಮಕ್ಕಳಿಂದ ಸಾಂಸ್ಕೃತಿಕ ಕಾರ್ಯಕ್ರಮಗಳು ನಡೆದವು. ಶಿಬಿರದಲ್ಲಿ ಸುಮಾರು ನೂರಕ್ಕೂ ಅಧಿಕ ಮಕ್ಕಳು ಭಾಗವಹಿಸಿದ್ದರು. ಕೊನೆಯಲ್ಲಿ ಪ್ರಶಸ್ತಿ ಪತ್ರ ವಿತರಣೆ ಮಾಡಲಾಯಿತು. ಸಮಾರಂಭದಲ್ಲಿ ಆಡಳಿತ ಮಂಡಳಿಯ ಸದಸ್ಯರು, ಶಿಕ್ಷಕ ವೃಂದ ಹಾಗೂ ಪೋಷಕರು ಉಪಸ್ಥಿತರಿದ್ದರು. ಶಿಬಿರದ ಸಂಚಾಲಕರಾಗಿ ಶ್ರೀಮತಿ ಸುಮಾ ಅವರು ಕಾರ್ಯನಿರ್ವಹಿಸಿದರು. ಕಾರ್ಯಕ್ರಮವನ್ನು ವಿದ್ಯಾರ್ಥಿಗಳು ನಿರೂಪಿಸಿದರು. ಸ್ವಾಗತ ಹಾಗೂ ವಂದನಾರ್ಪಣೆ ಮಾಡಲಾಯಿತು. ಹಲವಾರು ಗಣ್ಯರು ಈ ಸಂದರ್ಭ ಶುಭ ಹಾರೈಸಿದರು. ಮಕ್ಕಳಿಗೆ ನೀಡಿದ ತರಬೇತಿಯ ಕುರಿತು ಪೋಷಕರು ಸಂತಸ ವ್ಯಕ್ತಪಡಿಸಿದರು. — [17, 182, 236, 387]
bottom-col-3 — [522, 1428, 776, 1662]
mid-row — [17, 996, 1525, 1370]
story-3-text — [1106, 1228, 1525, 1292]
story-3-headline: ವಿಶ್ವ ಆರೋಗ್ಯ ದಿನದ ಅಂಗವಾಗಿ ಮಾನಸಿಕ ಆರೋಗ್ಯ ಜಾಗೃತಿ ಕಾರ್ಯಕ್ರಮ — [1106, 1014, 1512, 1035]
crime-lead: ● ಮಂಗಳೂರು: ಕುಡಿಯಲು ನೀರು ಕೊಡದ ಹಿನ್ನೆಲೆಯಲ್ಲಿ ಸಹೋದ್ಯೋಗಿಯಾಗಿದ್ದ ಕಾರ್ಮಿಕನನ್ನು ಹತ್ಯೆ ಮಾಡಿದ ಆರೋಪದ ಮೇಲೆ ಇಬ್ಬರು ಆರೋಪಿಗಳಿಗೆ ಜೀವಾವಧಿ ಶಿಕ್ಷೆ ವಿಧಿಸಿ ಮಂಗಳೂರಿನ ಜಿಲ್ಲಾ ಪ್ರಧಾನ ಮತ್ತು ಸತ್ರ ನ್ಯಾಯಾಲಯವು ಆದೇಶ ಹೊರಡಿಸಿದೆ. — [856, 154, 1081, 208]
cmyk-registration-marks — [0, 2364, 1542, 2375]
story-1-text — [247, 1251, 666, 1327]
feature-col-3 — [305, 642, 731, 980]
lead-photo-caption: ಹಾಸನ ಸೋನ್ಯು ಅವರ ನೇತೃತ್ವದಲ್ಲಿ ಯುವಸೇನಾ ಪ್ರತಿಷ್ಠಾನ, 'ಕುರುಮಕ್ತ್ರಿ' ಧರ್ಮಸ್ಥಳ ಪಾದಯಾತ್ರೆ ಸೇವಾಸಮಿತಿ, ಭಕ್ತವೃಂದ, ವಕೀಲರ ಪ್ರತಿಷ್ಠಾನದ ಸದಸ್ಯರು ಹಾಗೂ ಆಶ್ರಯ ಸಂಘಟನೆಗಳ ಸಹಯೋಗದಲ್ಲಿ ಮಂಗಳೂರು ಧರ್ಮಸ್ಥಳದಲ್ಲಿ ನೆಡೆಸುತ್ತಿರುವ ಸ್ವಾಚ್ಛತಾ ಕಾರ್ಯಕ್ರಮದ ನೇತೃತ್ವದಲ್ಲಿ ಮಾಡಿದರು. ಮೂಂದೆ ಪುರೋಹಿತ ಹಾಗೂ ಸಮಿತಿಯ ಸಂರಕ್ಷಣೆ ಒಟ್ಟು ಮತ್ತು ಬೆಳಕು ತಿಳಿಸುವ ಜವಾಬ್ದಾರಿಯನ್ನು ಭಾಗವಹಿಸಿದರು. ಧರ್ಮಾಧಿಕಾರಿ ಡಿ. ವೀರೇಂದ್ರ ಹೆಗ್ಗಡೆ ಸಮಾಕಾರ್ಯವನ್ನು ಶ್ಲಾಘಿಸಿ, ಅಭಿನಂದಿಸಿದರು. — [247, 354, 845, 388]
troupe-note: ಪ್ರಸಂಗ: ಶ್ರೀ ಕ್ಷೇತ್ರ ಮಹಾತ್ಮೆ; ಸ್ಥಳ–ದೇವಸ್ಥಾನ ಆವರಣ, ರಾತ್ರಿ 9ಕ್ಕೆ — [45, 1350, 207, 1360]
list-item — [25, 1160, 228, 1173]
troupe-note: ಪ್ರಸಂಗ: ಶ್ರೀ ದೇವಿ ಮಹಾತ್ಮೆ — [91, 1211, 161, 1221]
megaphone-icon — [17, 95, 49, 127]
bottom-col-4-subhead: ವಿದ್ಯಾರ್ಥಿಗಳ ಅನುಕೂಲಕ್ಕೆ ಆದ್ಯತೆ — [786, 1428, 939, 1445]
newspaper-logo-icon — [17, 16, 61, 61]
story-card-3 — [1106, 1013, 1525, 1327]
section-title-wrap — [493, 14, 1272, 57]
bottom-col-2 — [281, 1428, 511, 1662]
weekday: ಗುರುವಾರ — [1477, 14, 1525, 30]
story-3-lead: ● ಬೆಳ್ತಂಗಡಿ: ವಿಶ್ವ ಆರೋಗ್ಯ ದಿನದ ಅಂಗವಾಗಿ ಮಾನಸಿಕ ಆರೋಗ್ಯ ಜಾಗೃತಿ ಕಾರ್ಯಕ್ರಮ ಇತ್ತೀಚೆಗೆ ನಡೆಯಿತು. ಕಾರ್ಯಕ್ರಮದಲ್ಲಿ ಮಾತನಾಡಿದ ತಜ್ಞರು, ಇಂದಿನ ಒತ್ತಡದ ಜೀವನಶೈಲಿಯಲ್ಲಿ ಮಾನಸಿಕ ಆರೋಗ್ಯದ ಬಗ್ಗೆ ಗಮನಹರಿಸುವುದು ಅತ್ಯಗತ್ಯ ಎಂದರು. — [1106, 1229, 1311, 1277]
feature-headline: ಸೌಲಭ್ಯ ಕಲ್ಪಿಸಲು ಪ್ರಾಮಾಣಿಕ ಪ್ರಯತ್ನ — [490, 579, 1052, 633]
bottom-col-3-text: ಕಾಲೇಜಿನಲ್ಲಿ ಎನ್‌ಸಿಸಿ, ಎನ್‌ಎಸ್‌ಎಸ್, ರೆಡ್‌ಕ್ರಾಸ್, ರೋವರ್ಸ್-ರೇಂಜರ್ಸ್ ಘಟಕಗಳು ಸಕ್ರಿಯವಾಗಿವೆ. ಸಾಂಸ್ಕೃತಿಕ ಚಟುವಟಿಕೆಗಳಿಗೂ ಪ್ರೋತ್ಸಾಹ ನೀಡಲಾಗುತ್ತಿದೆ. ಕ್ರೀಡೆಯಲ್ಲಿ ಕಾಲೇಜಿನ ವಿದ್ಯಾರ್ಥಿಗಳು ರಾಜ್ಯ ಹಾಗೂ ರಾಷ್ಟ್ರಮಟ್ಟದಲ್ಲಿ ಸಾಧನೆ ಮಾಡಿದ್ದಾರೆ. ವಿದ್ಯಾರ್ಥಿಗಳ ಸರ್ವತೋಮುಖ ಬೆಳವಣಿಗೆಗೆ ಪೂರಕವಾದ ವಾತಾವರಣ ಇಲ್ಲಿದೆ. ಪ್ರತಿ ವರ್ಷ ಪ್ರತಿಭಾ ಪುರಸ್ಕಾರ ಕಾರ್ಯಕ್ರಮ ಹಮ್ಮಿಕೊಳ್ಳಲಾಗುತ್ತದೆ. — [522, 1598, 776, 1660]
brand-tagline: ಅಪ್ಪ ಅನ್ನುಕರಣೆ — [69, 50, 120, 61]
story-2-body: ತಜ್ಞ ವೈದ್ಯರು ರಕ್ತದೊತ್ತಡ, ಮಧುಮೇಹ, ಹೃದಯ ಸಂಬಂಧಿ ಕಾಯಿಲೆಗಳ ತಪಾಸಣೆ ನಡೆಸಿದರು. ಅಗತ್ಯವಿರುವವರಿಗೆ ಉಚಿತ ಔಷಧ ವಿತರಿಸಲಾಯಿತು. ಶಿಬಿರದ ಯಶಸ್ಸಿಗೆ ಶ್ರಮಿಸಿದ ಸ್ವಯಂಸೇವಕರಿಗೆ ಸಂಘಟಕರು ಅಭಿನಂದನೆ ಸಲ್ಲಿಸಿದರು. ಕಾರ್ಯಕ್ರಮದಲ್ಲಿ ಪದಾಧಿಕಾರಿಗಳು, ಸದಸ್ಯರು ಹಾಗೂ ಸಾರ್ವಜನಿಕರು ಭಾಗವಹಿಸಿದ್ದರು. ಮುಂದಿನ ದಿನಗಳಲ್ಲಿ ಇಂತಹ ಹಲವು ಸೇವಾ ಕಾರ್ಯಕ್ರಮಗಳನ್ನು ಹಮ್ಮಿಕೊಳ್ಳುವುದಾಗಿ ತಿಳಿಸಿದರು. — [676, 1251, 1096, 1313]
story-card-2 — [677, 1013, 1096, 1327]
feature-col-2 — [164, 642, 294, 980]
masthead-brand — [17, 14, 493, 62]
story-2-photo — [677, 1066, 1096, 1246]
yakshagana-box — [17, 1005, 236, 1370]
feature-col-1-subhead: ಎಲ್ಲಾ ಕಂಟ್ರಿಗೊಮ್ಮೆ ಅಧಿಕಾರಿ — [17, 813, 106, 825]
story-2-headline: ಬೆಂದೂರ್‌ವೆಲ್ ಆತ್ಮಶಕ್ತಿ ಶಾಖೆಯಿಂದ ಆರೋಗ್ಯ ತಪಾಸಣೆ ಶಿಬಿರ, ದಂತ ಚಿಕಿತ್ಸೆ — [676, 1014, 1068, 1057]
list-item — [25, 1112, 228, 1126]
